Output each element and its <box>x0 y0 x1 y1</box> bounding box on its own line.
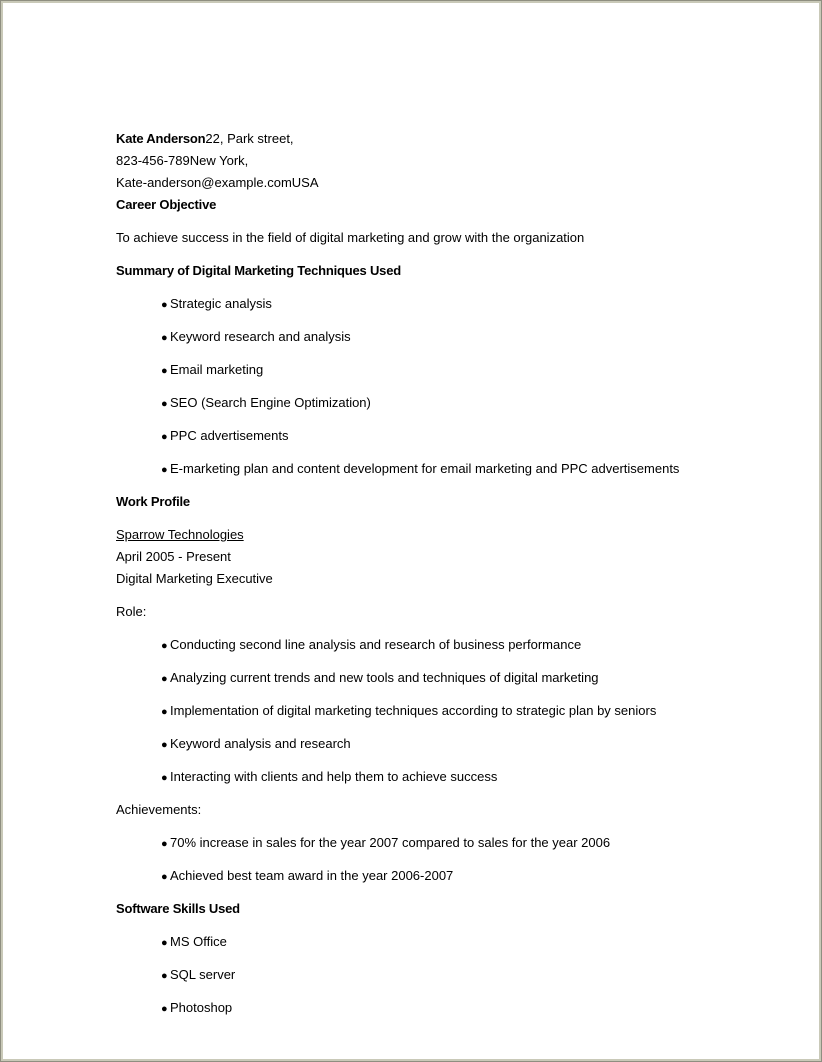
bullet-icon: ● <box>161 706 168 718</box>
list-item: ● Keyword research and analysis <box>161 329 351 344</box>
company-name[interactable]: Sparrow Technologies <box>116 527 244 542</box>
phone-number: 823-456-789 <box>116 153 190 168</box>
list-item: ● Interacting with clients and help them to achieve success <box>161 769 498 784</box>
list-item: ● SQL server <box>161 967 236 982</box>
work-profile-heading: Work Profile <box>116 494 190 509</box>
bullet-icon: ● <box>161 838 168 850</box>
contact-line-1 <box>116 131 776 153</box>
bullet-icon: ● <box>161 640 168 652</box>
list-item: ● E-marketing plan and content development for email marketing and PPC advertisements <box>161 461 680 476</box>
bullet-icon: ● <box>161 1003 168 1015</box>
software-skills-heading: Software Skills Used <box>116 901 240 916</box>
achievements-label: Achievements: <box>116 802 202 817</box>
list-item: ● PPC advertisements <box>161 428 289 443</box>
street-address: 22, Park street, <box>205 131 294 146</box>
list-item: ● Strategic analysis <box>161 296 272 311</box>
career-objective-heading: Career Objective <box>116 197 217 212</box>
employment-period: April 2005 - Present <box>116 549 231 564</box>
country: USA <box>291 175 319 190</box>
bullet-icon: ● <box>161 464 168 476</box>
career-objective-text: To achieve success in the field of digital marketing and grow with the organization <box>116 230 585 245</box>
achievements-list <box>116 835 776 901</box>
list-item: ● Implementation of digital marketing techniques according to strategic plan by seniors <box>161 703 657 718</box>
bullet-icon: ● <box>161 937 168 949</box>
roles-list <box>116 637 776 802</box>
list-item: ● SEO (Search Engine Optimization) <box>161 395 371 410</box>
list-item: ● MS Office <box>161 934 227 949</box>
bullet-icon: ● <box>161 871 168 883</box>
software-list <box>116 934 776 1033</box>
list-item: ● Achieved best team award in the year 2006-2007 <box>161 868 454 883</box>
list-item: ● Keyword analysis and research <box>161 736 351 751</box>
bullet-icon: ● <box>161 970 168 982</box>
bullet-icon: ● <box>161 431 168 443</box>
bullet-icon: ● <box>161 398 168 410</box>
contact-line-3 <box>116 175 776 197</box>
candidate-name: Kate Anderson <box>116 131 206 146</box>
resume-document <box>116 131 776 1033</box>
list-item: ● Analyzing current trends and new tools and techniques of digital marketing <box>161 670 599 685</box>
bullet-icon: ● <box>161 673 168 685</box>
email-address: Kate-anderson@example.com <box>116 175 292 190</box>
techniques-heading: Summary of Digital Marketing Techniques Used <box>116 263 401 278</box>
bullet-icon: ● <box>161 332 168 344</box>
contact-line-2 <box>116 153 776 175</box>
list-item: ● Email marketing <box>161 362 264 377</box>
bullet-icon: ● <box>161 739 168 751</box>
bullet-icon: ● <box>161 365 168 377</box>
job-title: Digital Marketing Executive <box>116 571 273 586</box>
bullet-icon: ● <box>161 299 168 311</box>
role-label: Role: <box>116 604 147 619</box>
list-item: ● Photoshop <box>161 1000 233 1015</box>
city: New York, <box>189 153 249 168</box>
techniques-list <box>116 296 776 494</box>
bullet-icon: ● <box>161 772 168 784</box>
list-item: ● 70% increase in sales for the year 2007 compared to sales for the year 2006 <box>161 835 611 850</box>
list-item: ● Conducting second line analysis and research of business performance <box>161 637 582 652</box>
